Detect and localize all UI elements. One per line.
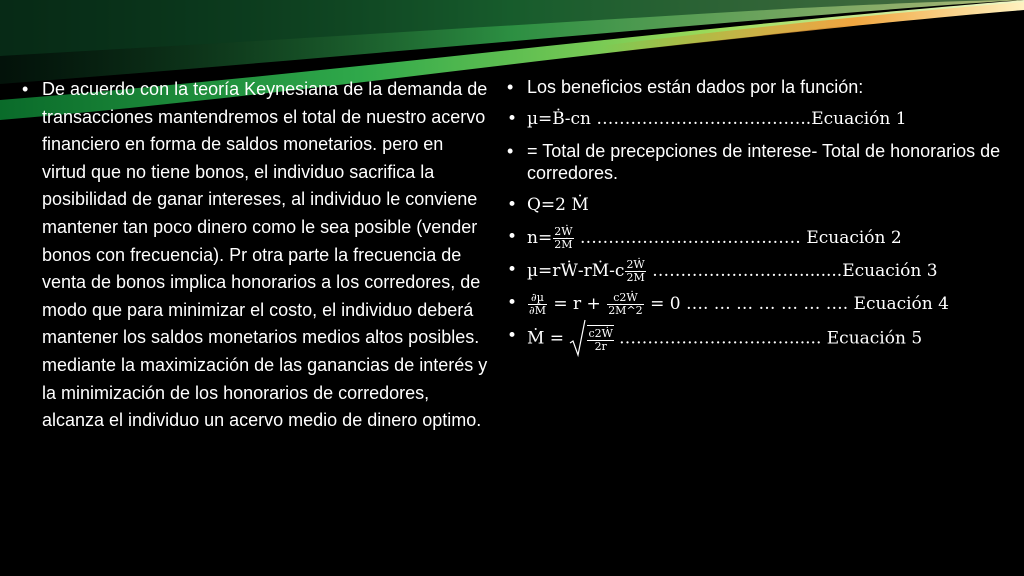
eq4-numerator-2: c2Ẇ xyxy=(607,292,643,305)
equation-4 xyxy=(505,292,1010,317)
left-paragraph: • De acuerdo con la teoría Keynesiana de la demanda de transacciones mantendremos el total de nuestro acervo financiero en forma de saldos monetarios. pero en virtud que no tiene bonos, el individuo sacrifica la posibilidad de ganar intereses, al individuo le conviene mantener tan poco dinero como le sea posible (vender bonos con frecuencia). Pr otra parte la frecuencia de venta de bonos implica honorarios a los corredores, de modo que para minimizar el costo, el individuo deberá mantener los saldos monetarios medios altos posibles. mediante la maximización de las ganancias de interés y la minimización de los honorarios de corredores, alcanza el individuo un acervo medio de dinero optimo. xyxy=(20,76,490,435)
eq4-fraction-1 xyxy=(528,292,547,317)
bullet-q-definition: • Q=2 Ṁ xyxy=(505,194,1010,216)
eq2-numerator: 2Ẇ xyxy=(554,225,573,238)
bullet-total-definition: • = Total de precepciones de interese- Total de honorarios de corredores. xyxy=(505,140,1010,184)
eq5-prefix: Ṁ = xyxy=(527,328,570,349)
right-column xyxy=(505,76,1010,361)
equation-1: • µ=Ḃ-cn ………………………………..Ecuación 1 xyxy=(505,108,1010,130)
eq5-denominator: 2r xyxy=(594,340,607,353)
eq4-fraction-2 xyxy=(607,292,643,317)
eq4-denominator-1: ∂Ṁ xyxy=(529,304,546,317)
right-bullet-list xyxy=(505,76,1010,353)
eq3-numerator: 2Ẇ xyxy=(626,258,645,271)
eq3-fraction xyxy=(625,259,645,284)
eq5-numerator: c2Ẇ xyxy=(588,327,613,340)
eq3-prefix: µ=rẆ-rṀ-c xyxy=(527,261,625,281)
eq5-suffix: …………………………...... Ecuación 5 xyxy=(618,328,923,349)
eq2-prefix: n= xyxy=(527,228,553,248)
equation-2 xyxy=(505,226,1010,251)
eq3-denominator: 2Ṁ xyxy=(626,271,645,284)
eq5-fraction xyxy=(587,325,613,353)
eq3-suffix: ……………………..........Ecuación 3 xyxy=(646,261,938,281)
eq5-square-root xyxy=(569,325,614,353)
left-column xyxy=(20,76,490,435)
left-bullet-list xyxy=(20,76,490,435)
eq4-middle: = r + xyxy=(547,294,607,314)
eq4-denominator-2: 2Ṁ^2 xyxy=(608,304,643,317)
radical-sign-icon xyxy=(569,319,587,359)
bullet-benefits-intro: • Los beneficios están dados por la función: xyxy=(505,76,1010,98)
eq2-denominator: 2Ṁ xyxy=(554,238,573,251)
eq4-suffix: = 0 …. … … … … … …. Ecuación 4 xyxy=(644,294,949,314)
equation-5 xyxy=(505,325,1010,353)
equation-3 xyxy=(505,259,1010,284)
eq4-numerator-1: • ∂µ xyxy=(528,292,547,305)
eq2-fraction xyxy=(553,226,573,251)
eq2-suffix: ………………………………… Ecuación 2 xyxy=(574,228,902,248)
